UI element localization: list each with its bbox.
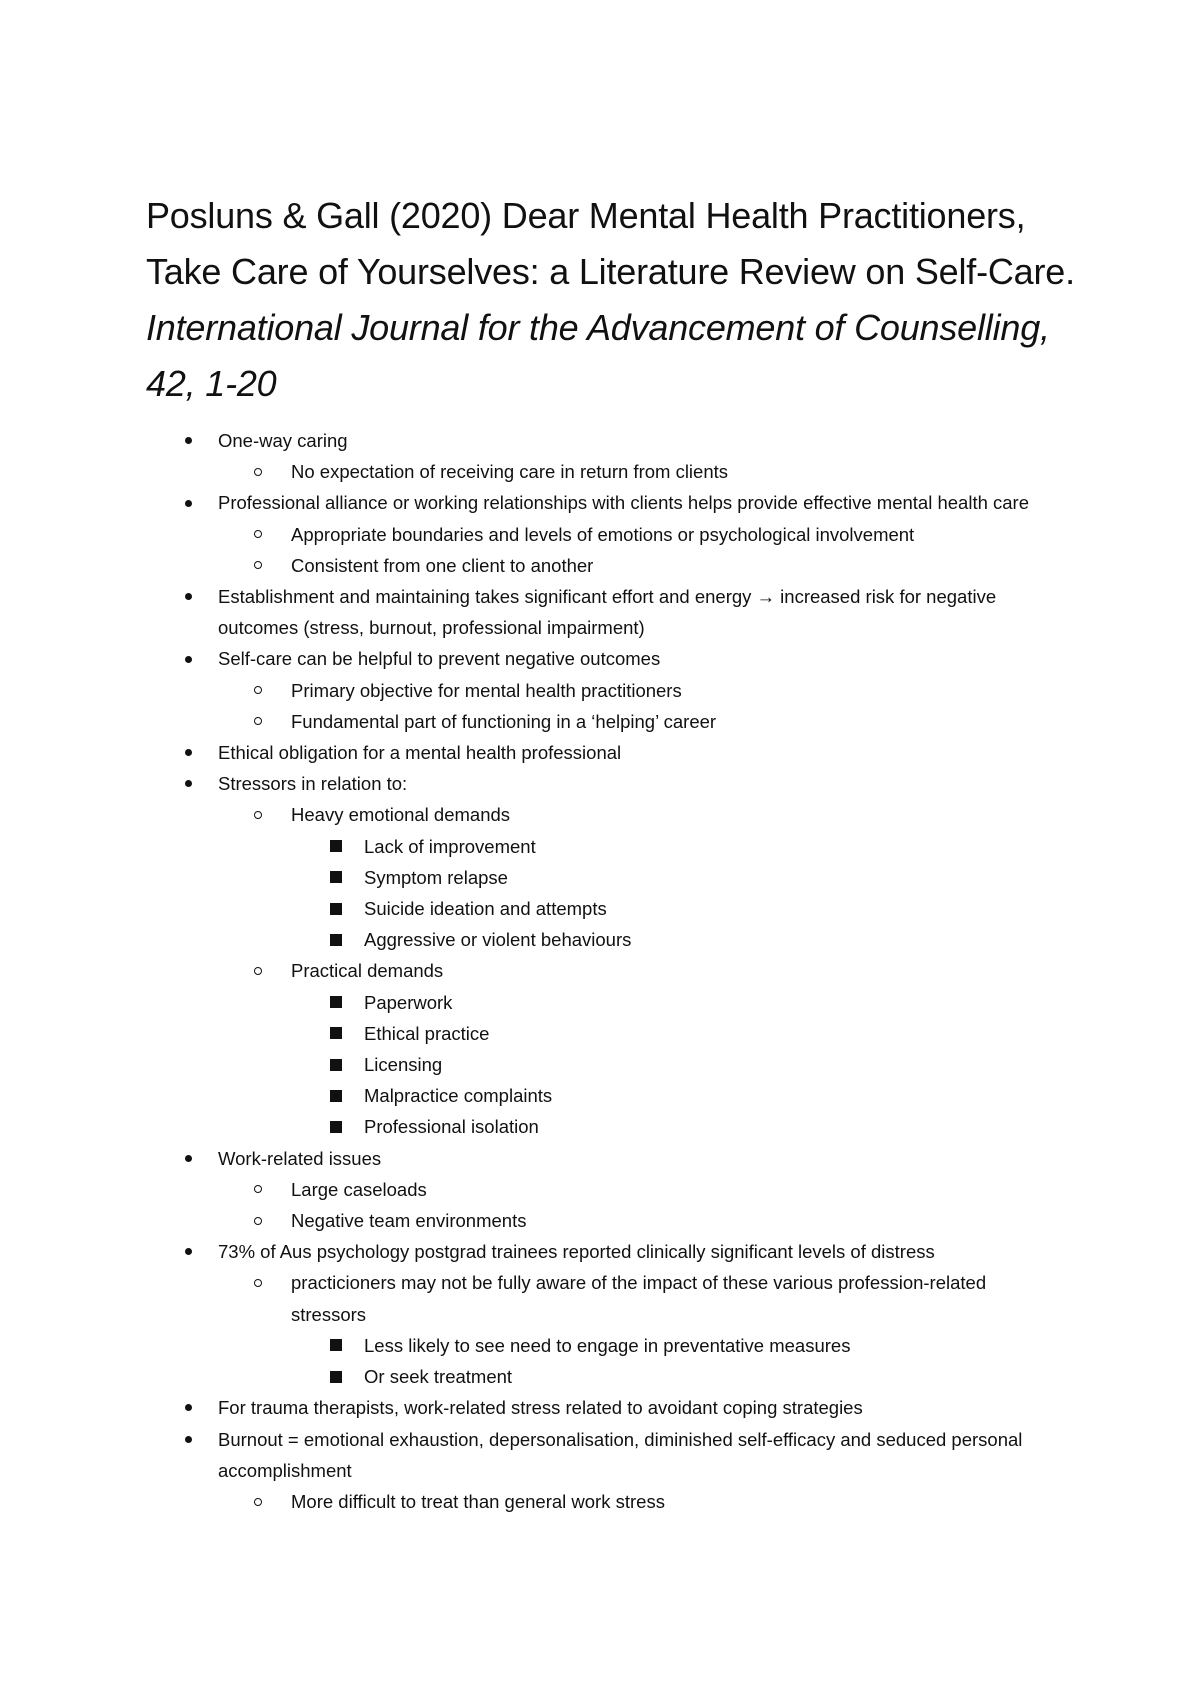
list-item-text: Ethical practice — [364, 1022, 490, 1044]
bullet-marker — [250, 675, 266, 706]
list-item-text: Less likely to see need to engage in preventative measures — [364, 1334, 851, 1356]
list-item-text: Establishment and maintaining takes significant effort and energy → increased risk for negative outcomes (stress, burnout, professional impairment) — [218, 586, 997, 639]
bullet-marker — [180, 737, 196, 768]
bullet-circle-icon — [254, 1185, 262, 1193]
bullet-marker — [328, 1111, 344, 1142]
list-item — [0, 1392, 1200, 1423]
bullet-marker — [250, 456, 266, 487]
list-item — [0, 1080, 1200, 1111]
bullet-marker — [328, 893, 344, 924]
notes-outline — [0, 425, 1200, 1517]
list-item-text: Large caseloads — [291, 1178, 427, 1200]
bullet-dot-icon — [185, 500, 192, 507]
list-item-text: Malpractice complaints — [364, 1085, 553, 1107]
bullet-marker — [328, 1080, 344, 1111]
bullet-marker — [328, 831, 344, 862]
bullet-marker — [180, 581, 196, 612]
bullet-circle-icon — [254, 1498, 262, 1506]
list-item-text: Practical demands — [291, 960, 444, 982]
bullet-square-icon — [330, 840, 342, 852]
bullet-circle-icon — [254, 468, 262, 476]
list-item-text: practicioners may not be fully aware of the impact of these various profession-related stressors — [291, 1272, 987, 1325]
bullet-marker — [250, 799, 266, 830]
list-item-text: Burnout = emotional exhaustion, depersonalisation, diminished self-efficacy and seduced personal accomplishment — [218, 1428, 1023, 1481]
list-item — [0, 799, 1200, 830]
bullet-circle-icon — [254, 686, 262, 694]
list-item — [0, 675, 1200, 706]
bullet-marker — [180, 1236, 196, 1267]
list-item-text: More difficult to treat than general work stress — [291, 1490, 665, 1512]
list-item — [0, 425, 1200, 456]
list-item — [0, 581, 1200, 643]
list-item — [0, 893, 1200, 924]
bullet-circle-icon — [254, 1279, 262, 1287]
list-item — [0, 768, 1200, 799]
bullet-dot-icon — [185, 656, 192, 663]
bullet-dot-icon — [185, 780, 192, 787]
bullet-square-icon — [330, 1121, 342, 1133]
bullet-marker — [328, 1361, 344, 1392]
bullet-marker — [180, 425, 196, 456]
bullet-dot-icon — [185, 1155, 192, 1162]
bullet-circle-icon — [254, 717, 262, 725]
list-item — [0, 1174, 1200, 1205]
list-item-text: One-way caring — [218, 430, 348, 451]
bullet-marker — [250, 519, 266, 550]
list-item-text: Fundamental part of functioning in a ‘helping’ career — [291, 710, 717, 732]
list-item-text: Professional alliance or working relationships with clients helps provide effective mental health care — [218, 492, 1030, 514]
bullet-marker — [250, 1267, 266, 1298]
list-item — [0, 456, 1200, 487]
bullet-marker — [328, 987, 344, 1018]
list-item-text: Suicide ideation and attempts — [364, 898, 607, 920]
bullet-square-icon — [330, 1339, 342, 1351]
list-item-text: Stressors in relation to: — [218, 773, 408, 795]
list-item — [0, 1049, 1200, 1080]
bullet-dot-icon — [185, 1248, 192, 1255]
bullet-square-icon — [330, 903, 342, 915]
list-item — [0, 706, 1200, 737]
bullet-marker — [250, 706, 266, 737]
list-item — [0, 987, 1200, 1018]
list-item-text: Ethical obligation for a mental health professional — [218, 742, 622, 764]
bullet-square-icon — [330, 1090, 342, 1102]
bullet-circle-icon — [254, 530, 262, 538]
list-item-text: For trauma therapists, work-related stress related to avoidant coping strategies — [218, 1397, 863, 1419]
list-item — [0, 519, 1200, 550]
list-item — [0, 924, 1200, 955]
list-item — [0, 1267, 1200, 1329]
list-item-text: Symptom relapse — [364, 866, 508, 888]
list-item-text: Or seek treatment — [364, 1366, 513, 1388]
list-item — [0, 1018, 1200, 1049]
bullet-marker — [328, 1049, 344, 1080]
bullet-marker — [250, 550, 266, 581]
bullet-marker — [328, 1330, 344, 1361]
bullet-marker — [180, 1392, 196, 1423]
list-item-text: Appropriate boundaries and levels of emotions or psychological involvement — [291, 523, 915, 545]
bullet-marker — [180, 487, 196, 518]
list-item-text: Work-related issues — [218, 1147, 382, 1169]
list-item-text: 73% of Aus psychology postgrad trainees reported clinically significant levels of distress — [218, 1241, 935, 1263]
bullet-dot-icon — [185, 437, 192, 444]
bullet-circle-icon — [254, 967, 262, 975]
list-item-text: Self-care can be helpful to prevent negative outcomes — [218, 648, 661, 670]
list-item — [0, 1205, 1200, 1236]
bullet-marker — [180, 1143, 196, 1174]
bullet-marker — [250, 1205, 266, 1236]
bullet-circle-icon — [254, 1217, 262, 1225]
list-item-text: Professional isolation — [364, 1116, 539, 1138]
bullet-dot-icon — [185, 1436, 192, 1443]
list-item — [0, 1424, 1200, 1486]
list-item — [0, 550, 1200, 581]
list-item-text: No expectation of receiving care in return from clients — [291, 461, 729, 483]
list-item — [0, 862, 1200, 893]
list-item — [0, 737, 1200, 768]
list-item-text: Heavy emotional demands — [291, 804, 511, 826]
list-item — [0, 1143, 1200, 1174]
list-item — [0, 1111, 1200, 1142]
bullet-marker — [328, 862, 344, 893]
list-item-text: Lack of improvement — [364, 835, 536, 857]
bullet-dot-icon — [185, 593, 192, 600]
list-item — [0, 955, 1200, 986]
bullet-circle-icon — [254, 561, 262, 569]
bullet-square-icon — [330, 934, 342, 946]
bullet-square-icon — [330, 871, 342, 883]
bullet-marker — [250, 955, 266, 986]
list-item — [0, 1486, 1200, 1517]
list-item — [0, 1361, 1200, 1392]
list-item-text: Negative team environments — [291, 1210, 527, 1232]
bullet-square-icon — [330, 996, 342, 1008]
bullet-marker — [180, 643, 196, 674]
list-item-text: Aggressive or violent behaviours — [364, 929, 632, 951]
list-item — [0, 643, 1200, 674]
bullet-marker — [250, 1174, 266, 1205]
bullet-square-icon — [330, 1059, 342, 1071]
list-item-text: Consistent from one client to another — [291, 554, 594, 576]
journal-citation: International Journal for the Advancement of Counselling, 42, 1-20 — [146, 307, 1050, 404]
bullet-circle-icon — [254, 811, 262, 819]
list-item-text: Primary objective for mental health practitioners — [291, 679, 682, 701]
bullet-dot-icon — [185, 1404, 192, 1411]
document-title — [146, 188, 1106, 412]
list-item — [0, 1330, 1200, 1361]
list-item-text: Licensing — [364, 1054, 443, 1076]
bullet-marker — [328, 924, 344, 955]
bullet-marker — [180, 1424, 196, 1455]
list-item — [0, 831, 1200, 862]
bullet-marker — [250, 1486, 266, 1517]
list-item — [0, 1236, 1200, 1267]
bullet-marker — [328, 1018, 344, 1049]
bullet-dot-icon — [185, 749, 192, 756]
list-item-text: Paperwork — [364, 991, 453, 1013]
citation-text: Posluns & Gall (2020) Dear Mental Health Practitioners, Take Care of Yourselves: a Literature Review on Self-Care. — [146, 195, 1075, 292]
bullet-square-icon — [330, 1027, 342, 1039]
bullet-marker — [180, 768, 196, 799]
list-item — [0, 487, 1200, 518]
bullet-square-icon — [330, 1371, 342, 1383]
